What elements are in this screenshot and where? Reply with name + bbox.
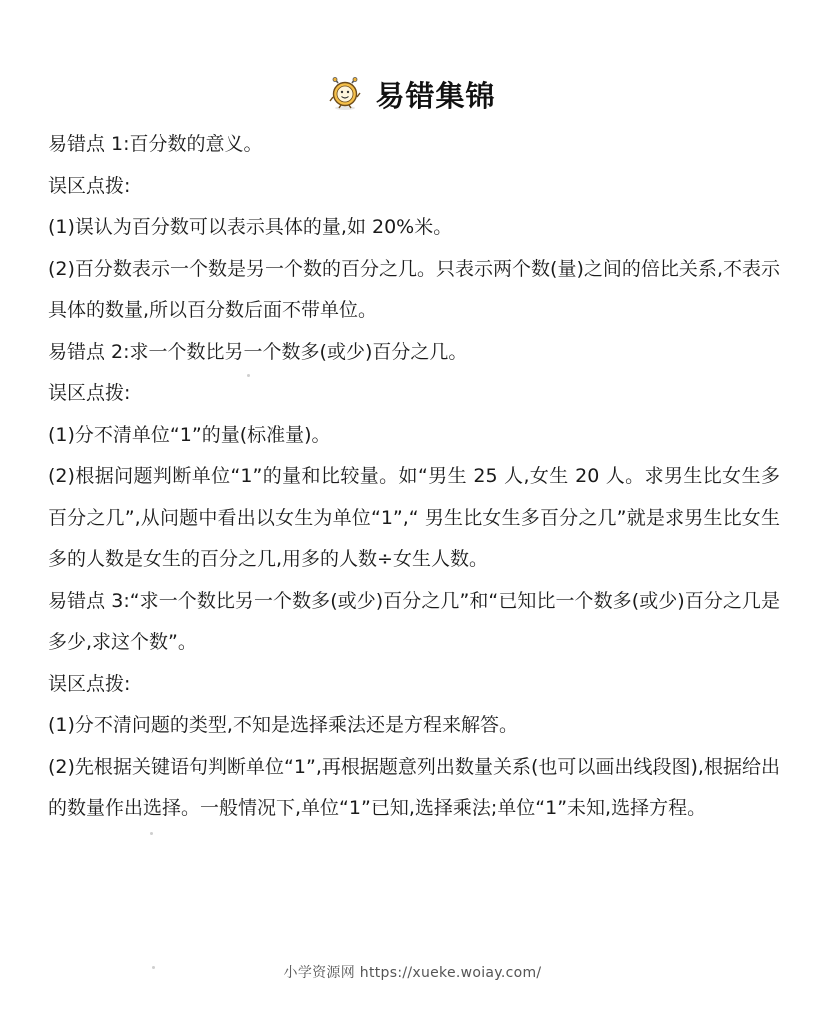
section-1-point-2: (2)百分数表示一个数是另一个数的百分之几。只表示两个数(量)之间的倍比关系,不表示具体的数量,所以百分数后面不带单位。 [48,257,780,321]
section-3-point-1: (1)分不清问题的类型,不知是选择乘法还是方程来解答。 [48,714,518,736]
content-body [48,124,780,830]
section-3-tip-label: 误区点拨: [48,672,131,695]
section-1-heading: 易错点 1:百分数的意义。 [48,133,263,155]
section-1-tip-label: 误区点拨: [48,174,131,197]
title-row [0,72,825,116]
footer-watermark: 小学资源网 https://xueke.woiay.com/ [283,965,542,981]
section-1-point-1: (1)误认为百分数可以表示具体的量,如 20%米。 [48,216,453,238]
page-title: 易错集锦 [375,78,496,113]
scan-speck [150,832,153,835]
section-2-heading: 易错点 2:求一个数比另一个数多(或少)百分之几。 [48,340,468,363]
section-2-tip-label: 误区点拨: [48,382,131,404]
section-3-heading: 易错点 3:“求一个数比另一个数多(或少)百分之几”和“已知比一个数多(或少)百分之几是多少,求这个数”。 [48,589,780,653]
section-2-point-1: (1)分不清单位“1”的量(标准量)。 [48,423,331,446]
section-2-point-2: (2)根据问题判断单位“1”的量和比较量。如“男生 25 人,女生 20 人。求男生比女生多百分之几”,从问题中看出以女生为单位“1”,“ 男生比女生多百分之几”就是求男生比女生多的人数是女生的百分之几,用多的人数÷女生人数。 [48,465,780,570]
section-3-point-2: (2)先根据关键语句判断单位“1”,再根据题意列出数量关系(也可以画出线段图),根据给出的数量作出选择。一般情况下,单位“1”已知,选择乘法;单位“1”未知,选择方程。 [48,755,780,819]
scan-speck [247,374,250,377]
clock-character-icon [329,77,361,111]
